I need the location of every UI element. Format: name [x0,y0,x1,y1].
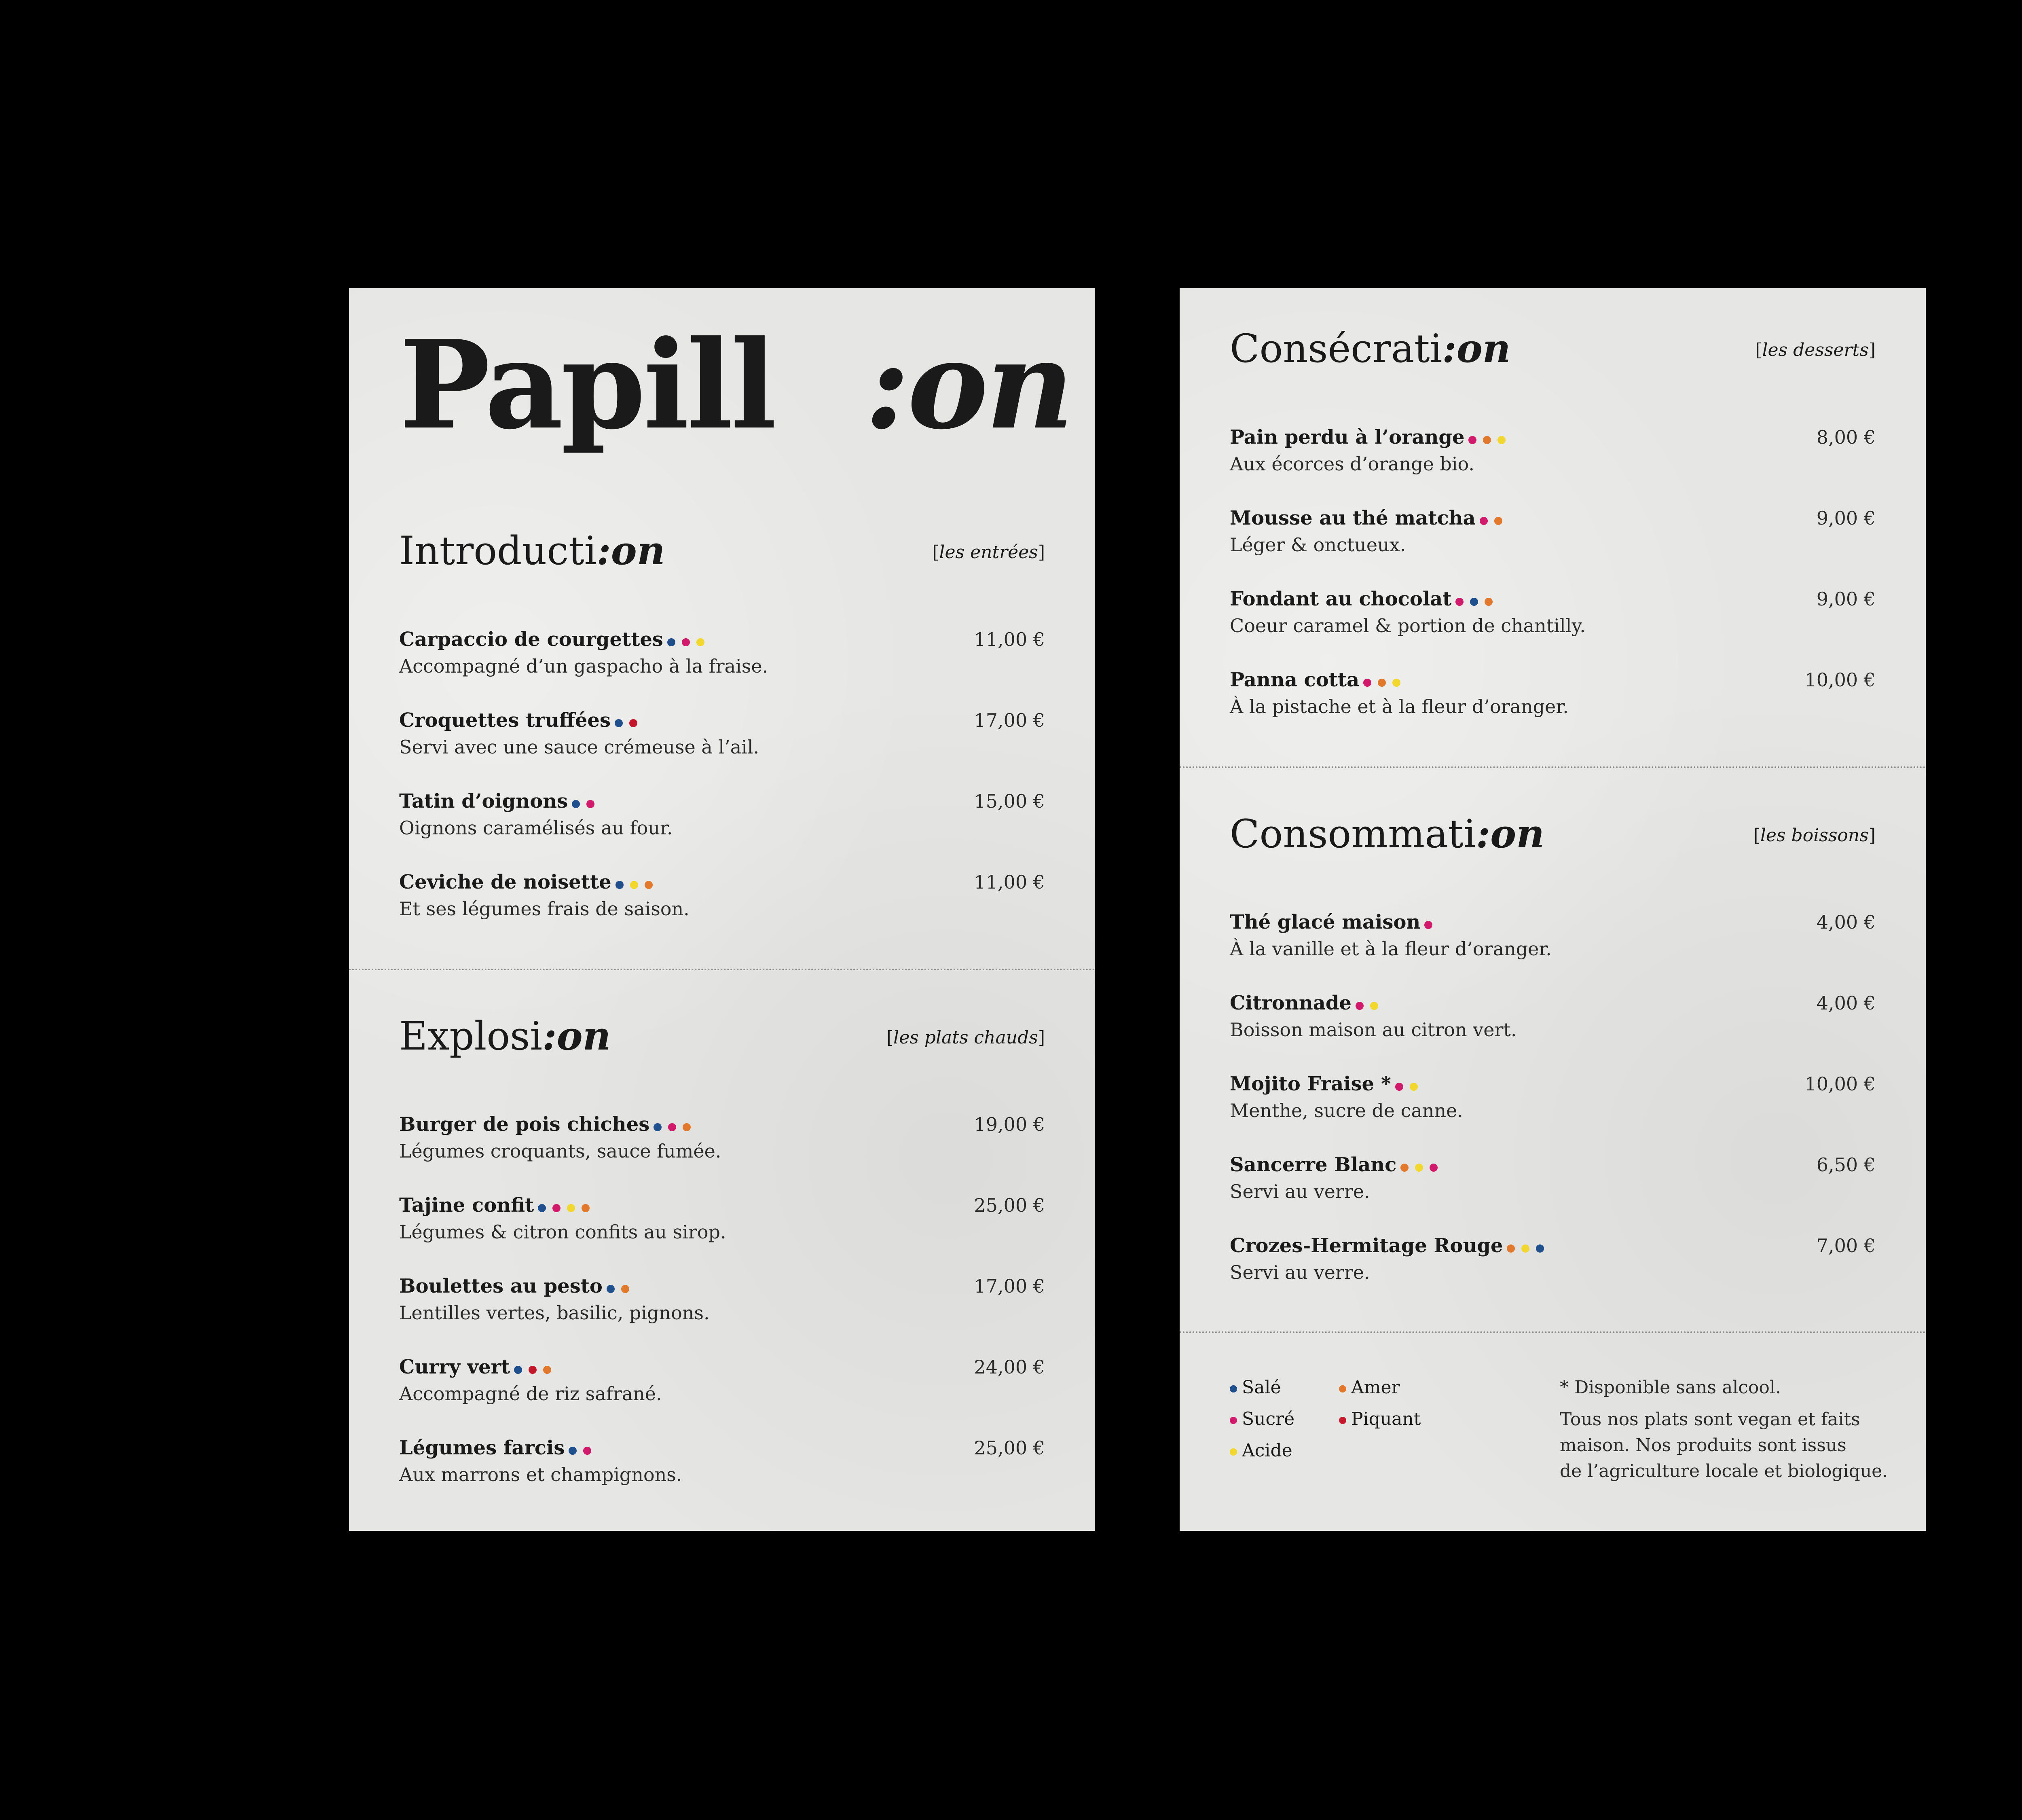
item-name-text: Tajine confit [399,1194,534,1217]
section-tag-text: les desserts [1762,340,1869,360]
flavor-dot-sale-icon [615,719,623,727]
legend-label: Amer [1351,1377,1400,1398]
item-name-text: Crozes-Hermitage Rouge [1230,1234,1503,1257]
footer-notes [1560,1372,1908,1484]
logo [399,313,1072,456]
section-title-italic: :on [542,1013,611,1059]
legend-entry-sale [1230,1372,1294,1403]
flavor-dots [1363,668,1407,695]
section-tag-text: les entrées [939,542,1038,563]
menu-item [1180,424,1926,505]
legend-dot-icon [1339,1385,1346,1393]
item-name-text: Croquettes truffées [399,709,611,732]
item-name-text: Tatin d’oignons [399,790,568,813]
flavor-dot-sucre-icon [1480,517,1488,525]
legend-column [1230,1372,1294,1467]
item-name-text: Panna cotta [1230,669,1360,691]
section-title-main: Consécrati [1230,326,1442,371]
flavor-dot-acide-icon [1370,1002,1378,1010]
section-boissons [1180,810,1926,1283]
flavor-dot-sucre-icon [1363,679,1371,687]
item-name [1230,424,1512,452]
flavor-dots [607,1274,636,1301]
section-divider [1180,766,1926,768]
section-title-main: Consommati [1230,811,1476,857]
flavor-dots [1395,1072,1424,1099]
item-description: À la vanille et à la fleur d’oranger. [1230,938,1552,960]
item-name [1230,909,1439,937]
section-tag [1755,338,1876,362]
flavor-dot-sale-icon [569,1447,577,1455]
flavor-dot-amer-icon [1494,517,1502,525]
item-price: 11,00 € [974,871,1045,893]
section-title-main: Introducti [399,528,597,574]
item-name-text: Thé glacé maison [1230,911,1421,933]
flavor-dot-sucre-icon [583,1447,591,1455]
logo-text-left: Papill [399,313,774,456]
flavor-dot-acide-icon [1392,679,1400,687]
menu-item [349,788,1095,869]
flavor-legend [1230,1372,1553,1493]
section-tag-open: [ [886,1027,894,1048]
item-description: Servi au verre. [1230,1181,1370,1202]
item-name-text: Curry vert [399,1356,510,1378]
item-price: 17,00 € [974,709,1045,731]
flavor-dot-sale-icon [538,1204,546,1212]
item-name [399,869,659,897]
item-description: Légumes & citron confits au sirop. [399,1221,726,1243]
section-header [1180,810,1926,870]
item-price: 11,00 € [974,629,1045,650]
item-name-text: Boulettes au pesto [399,1275,603,1297]
menu-item [1180,505,1926,586]
menu-item [349,707,1095,788]
item-name-text: Citronnade [1230,992,1352,1014]
flavor-dot-amer-icon [1485,598,1493,606]
flavor-dots [1480,506,1509,533]
item-price: 24,00 € [974,1356,1045,1378]
item-description: Accompagné de riz safrané. [399,1383,662,1405]
menu-item [349,1354,1095,1435]
menu-item [349,1111,1095,1192]
item-price: 8,00 € [1816,426,1876,448]
menu-item [349,1273,1095,1354]
menu-page-right [1180,288,1926,1531]
flavor-dots [1507,1234,1550,1261]
flavor-dot-piquant-icon [629,719,637,727]
note-line: de l’agriculture locale et biologique. [1560,1461,1888,1481]
flavor-dot-acide-icon [1497,436,1506,444]
legend-label: Salé [1242,1377,1281,1398]
section-desserts [1180,324,1926,717]
section-plats [349,1012,1095,1486]
menu-item [1180,1071,1926,1151]
item-description: Menthe, sucre de canne. [1230,1100,1463,1122]
flavor-dot-amer-icon [1378,679,1386,687]
flavor-dot-amer-icon [645,881,653,889]
flavor-dot-amer-icon [543,1366,551,1374]
legend-dot-icon [1230,1448,1237,1456]
item-name-text: Mousse au thé matcha [1230,507,1476,529]
item-price: 9,00 € [1816,507,1876,529]
item-name [1230,505,1509,533]
item-name [399,1354,558,1382]
item-name [1230,1151,1444,1180]
section-tag [886,1026,1045,1050]
menu-item [1180,586,1926,667]
flavor-dots [1468,425,1512,452]
menu-item [349,1435,1095,1515]
section-title [399,1012,611,1060]
legend-label: Sucré [1242,1409,1295,1429]
flavor-dot-sucre-icon [1455,598,1464,606]
note-line: maison. Nos produits sont issus [1560,1435,1846,1456]
legend-entry-sucre [1230,1403,1294,1435]
item-name-text: Mojito Fraise * [1230,1073,1391,1095]
section-tag-text: les plats chauds [893,1027,1038,1048]
menu-item [1180,1232,1926,1313]
item-name-text: Sancerre Blanc [1230,1153,1397,1176]
section-divider [349,969,1095,970]
item-description: À la pistache et à la fleur d’oranger. [1230,696,1569,717]
flavor-dot-piquant-icon [529,1366,537,1374]
section-title-italic: :on [1442,326,1511,371]
flavor-dots [572,789,601,816]
flavor-dot-acide-icon [1521,1244,1529,1253]
flavor-dot-sale-icon [667,638,675,646]
item-name [1230,990,1385,1018]
note-asterisk: * Disponible sans alcool. [1560,1377,1781,1398]
menu-item [349,869,1095,950]
flavor-dot-sucre-icon [682,638,690,646]
item-description: Aux écorces d’orange bio. [1230,453,1475,475]
flavor-dot-acide-icon [1415,1164,1423,1172]
section-tag-close: ] [1868,340,1876,360]
item-price: 17,00 € [974,1275,1045,1297]
flavor-dots [1455,587,1499,614]
section-tag-open: [ [932,542,939,563]
section-tag-text: les boissons [1760,825,1869,846]
section-tag-close: ] [1038,1027,1045,1048]
item-name [399,626,711,654]
menu-item [349,1192,1095,1273]
flavor-dot-amer-icon [683,1123,691,1131]
item-name-text: Légumes farcis [399,1437,565,1459]
flavor-dot-sucre-icon [1430,1164,1438,1172]
flavor-dot-sucre-icon [1424,921,1432,929]
section-title [1230,324,1511,373]
legend-column [1339,1372,1421,1435]
flavor-dot-sale-icon [514,1366,522,1374]
note-paragraph [1560,1407,1908,1484]
legend-dot-icon [1230,1417,1237,1424]
menu-page-left [349,288,1095,1531]
item-name [399,1273,636,1301]
flavor-dot-acide-icon [630,881,638,889]
legend-entry-amer [1339,1372,1421,1403]
item-name [399,707,644,735]
flavor-dots [615,709,644,735]
item-name [1230,1232,1550,1261]
flavor-dot-amer-icon [621,1285,629,1293]
item-price: 4,00 € [1816,992,1876,1014]
legend-dot-icon [1230,1385,1237,1393]
item-name-text: Pain perdu à l’orange [1230,426,1465,449]
flavor-dot-amer-icon [1400,1164,1409,1172]
flavor-dots [667,628,711,654]
item-description: Coeur caramel & portion de chantilly. [1230,615,1586,637]
flavor-dot-sucre-icon [1356,1002,1364,1010]
section-title-italic: :on [1476,811,1544,857]
item-description: Lentilles vertes, basilic, pignons. [399,1302,710,1324]
item-description: Et ses légumes frais de saison. [399,898,690,920]
flavor-dots [654,1113,697,1139]
flavor-dot-amer-icon [582,1204,590,1212]
item-description: Légumes croquants, sauce fumée. [399,1140,721,1162]
section-tag [1753,823,1876,848]
flavor-dot-acide-icon [696,638,704,646]
flavor-dot-sale-icon [607,1285,615,1293]
menu-item [1180,909,1926,990]
item-price: 7,00 € [1816,1235,1876,1257]
item-name [1230,1071,1424,1099]
item-name-text: Carpaccio de courgettes [399,628,663,651]
item-description: Servi au verre. [1230,1261,1370,1283]
menu-item [1180,667,1926,747]
section-tag-open: [ [1755,340,1762,360]
item-price: 25,00 € [974,1194,1045,1216]
flavor-dot-amer-icon [1483,436,1491,444]
legend-dot-icon [1339,1417,1346,1424]
item-name-text: Fondant au chocolat [1230,588,1452,610]
section-divider [1180,1331,1926,1333]
legend-label: Acide [1242,1440,1292,1461]
section-title [399,527,665,575]
legend-entry-piquant [1339,1403,1421,1435]
item-description: Accompagné d’un gaspacho à la fraise. [399,655,768,677]
flavor-dot-sale-icon [654,1123,662,1131]
logo-text-right: :on [865,313,1072,456]
section-title-main: Explosi [399,1014,543,1059]
item-name [399,788,601,816]
note-line: Tous nos plats sont vegan et faits [1560,1409,1860,1430]
item-description: Aux marrons et champignons. [399,1464,682,1486]
item-price: 4,00 € [1816,911,1876,933]
flavor-dots [514,1355,558,1382]
item-description: Servi avec une sauce crémeuse à l’ail. [399,736,759,758]
section-header [1180,324,1926,385]
flavor-dot-acide-icon [567,1204,575,1212]
flavor-dots [1400,1153,1444,1180]
item-description: Boisson maison au citron vert. [1230,1019,1517,1041]
menu-item [1180,1151,1926,1232]
flavor-dots [538,1194,596,1220]
item-name [399,1192,596,1220]
item-price: 15,00 € [974,790,1045,812]
item-price: 6,50 € [1816,1154,1876,1176]
flavor-dot-acide-icon [1410,1083,1418,1091]
flavor-dot-sale-icon [1536,1244,1544,1253]
item-price: 9,00 € [1816,588,1876,610]
item-name [399,1435,598,1463]
section-header [349,1012,1095,1073]
item-name [399,1111,697,1139]
section-tag-close: ] [1868,825,1876,846]
menu-item [349,626,1095,707]
section-entrees [349,527,1095,920]
item-description: Léger & onctueux. [1230,534,1406,556]
legend-entry-acide [1230,1435,1294,1467]
section-tag [932,540,1045,565]
item-name-text: Burger de pois chiches [399,1113,650,1136]
flavor-dot-sucre-icon [586,800,594,808]
menu-item [1180,990,1926,1071]
flavor-dot-sucre-icon [1468,436,1476,444]
item-name-text: Ceviche de noisette [399,871,611,893]
flavor-dots [569,1436,598,1463]
item-price: 19,00 € [974,1113,1045,1135]
flavor-dot-sale-icon [572,800,580,808]
item-description: Oignons caramélisés au four. [399,817,673,839]
flavor-dot-sucre-icon [1395,1083,1403,1091]
item-price: 10,00 € [1804,669,1876,691]
item-name [1230,667,1407,695]
flavor-dot-sucre-icon [668,1123,676,1131]
flavor-dots [1424,910,1439,937]
item-price: 25,00 € [974,1437,1045,1459]
flavor-dot-sale-icon [1470,598,1478,606]
flavor-dots [615,870,659,897]
item-name [1230,586,1499,614]
flavor-dots [1356,991,1385,1018]
legend-label: Piquant [1351,1409,1421,1429]
section-title-italic: :on [596,528,665,574]
flavor-dot-sale-icon [615,881,624,889]
section-tag-open: [ [1753,825,1760,846]
flavor-dot-sucre-icon [552,1204,560,1212]
section-tag-close: ] [1038,542,1045,563]
flavor-dot-amer-icon [1507,1244,1515,1253]
section-title [1230,810,1544,858]
item-price: 10,00 € [1804,1073,1876,1095]
section-header [349,527,1095,587]
